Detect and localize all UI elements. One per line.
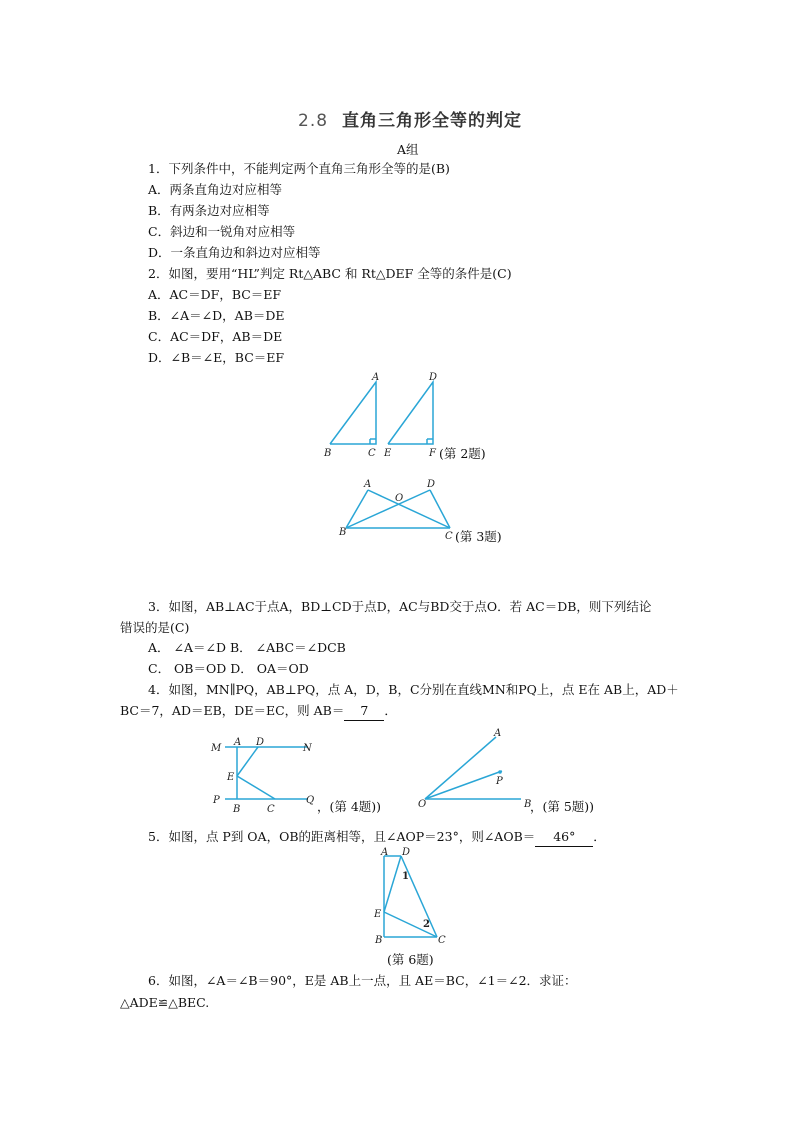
fig2-label-c: C <box>368 448 376 459</box>
question-2-stem: 2．如图，要用“HL”判定 Rt△ABC 和 Rt△DEF 全等的条件是(C) <box>148 266 512 281</box>
figure-2-caption: (第 2题) <box>439 446 486 461</box>
figure-3 <box>333 477 463 547</box>
figure-6 <box>367 846 457 946</box>
fig2-label-b: B <box>324 448 332 459</box>
question-4-stem-line-2 <box>120 702 397 721</box>
fig5-label-a: A <box>494 728 502 739</box>
fig4-label-p: P <box>213 795 220 806</box>
question-4-stem-line-1: 4．如图，MN∥PQ，AB⊥PQ，点 A，D，B，C分别在直线MN和PQ上，点 E在 AB上，AD＋ <box>148 682 679 697</box>
page-title <box>298 106 522 131</box>
question-1-option-c: C．斜边和一锐角对应相等 <box>148 224 296 239</box>
fig3-label-c: C <box>445 531 453 542</box>
fig4-label-q: Q <box>306 795 315 806</box>
figure-5 <box>412 727 542 812</box>
fig2-label-a: A <box>372 372 380 383</box>
question-3-options-line-1: A． ∠A＝∠D B． ∠ABC＝∠DCB <box>148 640 346 655</box>
figure-5-caption: ，(第 5题)) <box>530 799 595 814</box>
question-2-option-d: D．∠B＝∠E，BC＝EF <box>148 350 285 365</box>
question-6-stem-line-1: 6．如图，∠A＝∠B＝90°，E是 AB上一点，且 AE＝BC，∠1＝∠2．求证： <box>148 973 577 988</box>
fig6-label-angle-2: 2 <box>423 919 430 930</box>
fig6-label-a: A <box>381 847 389 858</box>
section-title: 直角三角形全等的判定 <box>342 111 523 131</box>
fig3-label-o: O <box>395 493 404 504</box>
figure-4 <box>205 734 325 814</box>
fig3-label-b: B <box>339 527 347 538</box>
fig5-label-o: O <box>418 799 427 810</box>
question-2-option-b: B．∠A＝∠D，AB＝DE <box>148 308 285 323</box>
question-3-stem-line-2: 错误的是(C) <box>120 620 190 635</box>
fig3-label-a: A <box>364 479 372 490</box>
fig5-label-p: P <box>496 776 503 787</box>
figure-2 <box>318 370 448 460</box>
fig2-label-f: F <box>429 448 436 459</box>
question-2-option-c: C．AC＝DF，AB＝DE <box>148 329 283 344</box>
question-2-option-a: A．AC＝DF，BC＝EF <box>148 287 282 302</box>
fig4-label-d: D <box>256 737 265 748</box>
question-5 <box>148 828 606 847</box>
question-4-stem-post: ． <box>384 703 397 718</box>
figure-4-caption: ，(第 4题)) <box>317 799 382 814</box>
question-3-stem-line-1: 3．如图，AB⊥AC于点A，BD⊥CD于点D，AC与BD交于点O．若 AC＝DB，则下列结论 <box>148 599 652 614</box>
question-3-options-line-2: C． OB＝OD D． OA＝OD <box>148 661 309 676</box>
fig5-label-b: B <box>524 799 532 810</box>
fig6-label-c: C <box>438 935 446 946</box>
question-1-stem: 1．下列条件中，不能判定两个直角三角形全等的是(B) <box>148 161 450 176</box>
figure-6-caption: (第 6题) <box>387 952 434 967</box>
question-1 <box>148 160 450 178</box>
fig4-label-c: C <box>267 804 275 814</box>
question-5-stem-pre: 5．如图，点 P到 OA，OB的距离相等，且∠AOP＝23°，则∠AOB＝ <box>148 829 536 844</box>
question-5-answer: 46° <box>535 828 593 847</box>
group-label: A组 <box>397 142 419 157</box>
question-4-stem-pre: BC＝7，AD＝EB，DE＝EC，则 AB＝ <box>120 703 345 718</box>
fig4-label-b: B <box>233 804 241 814</box>
fig2-label-e: E <box>384 448 392 459</box>
question-6-stem-line-2: △ADE≌△BEC. <box>120 995 210 1010</box>
fig5-point-p <box>498 770 502 774</box>
figure-3-caption: (第 3题) <box>455 529 502 544</box>
question-1-option-a: A．两条直角边对应相等 <box>148 182 283 197</box>
fig4-label-m: M <box>211 743 222 754</box>
fig4-label-n: N <box>303 743 312 754</box>
fig3-label-d: D <box>427 479 436 490</box>
question-1-option-d: D．一条直角边和斜边对应相等 <box>148 245 321 260</box>
fig6-label-e: E <box>374 909 382 920</box>
question-4-answer: 7 <box>344 702 384 721</box>
fig6-label-b: B <box>375 935 383 946</box>
fig6-label-d: D <box>402 847 411 858</box>
fig6-label-angle-1: 1 <box>402 871 409 882</box>
question-5-stem-post: ． <box>593 829 606 844</box>
fig2-label-d: D <box>429 372 438 383</box>
fig4-label-e: E <box>227 772 235 783</box>
section-number: 2.8 <box>298 111 329 131</box>
question-1-option-b: B．有两条边对应相等 <box>148 203 270 218</box>
fig4-label-a: A <box>234 737 242 748</box>
